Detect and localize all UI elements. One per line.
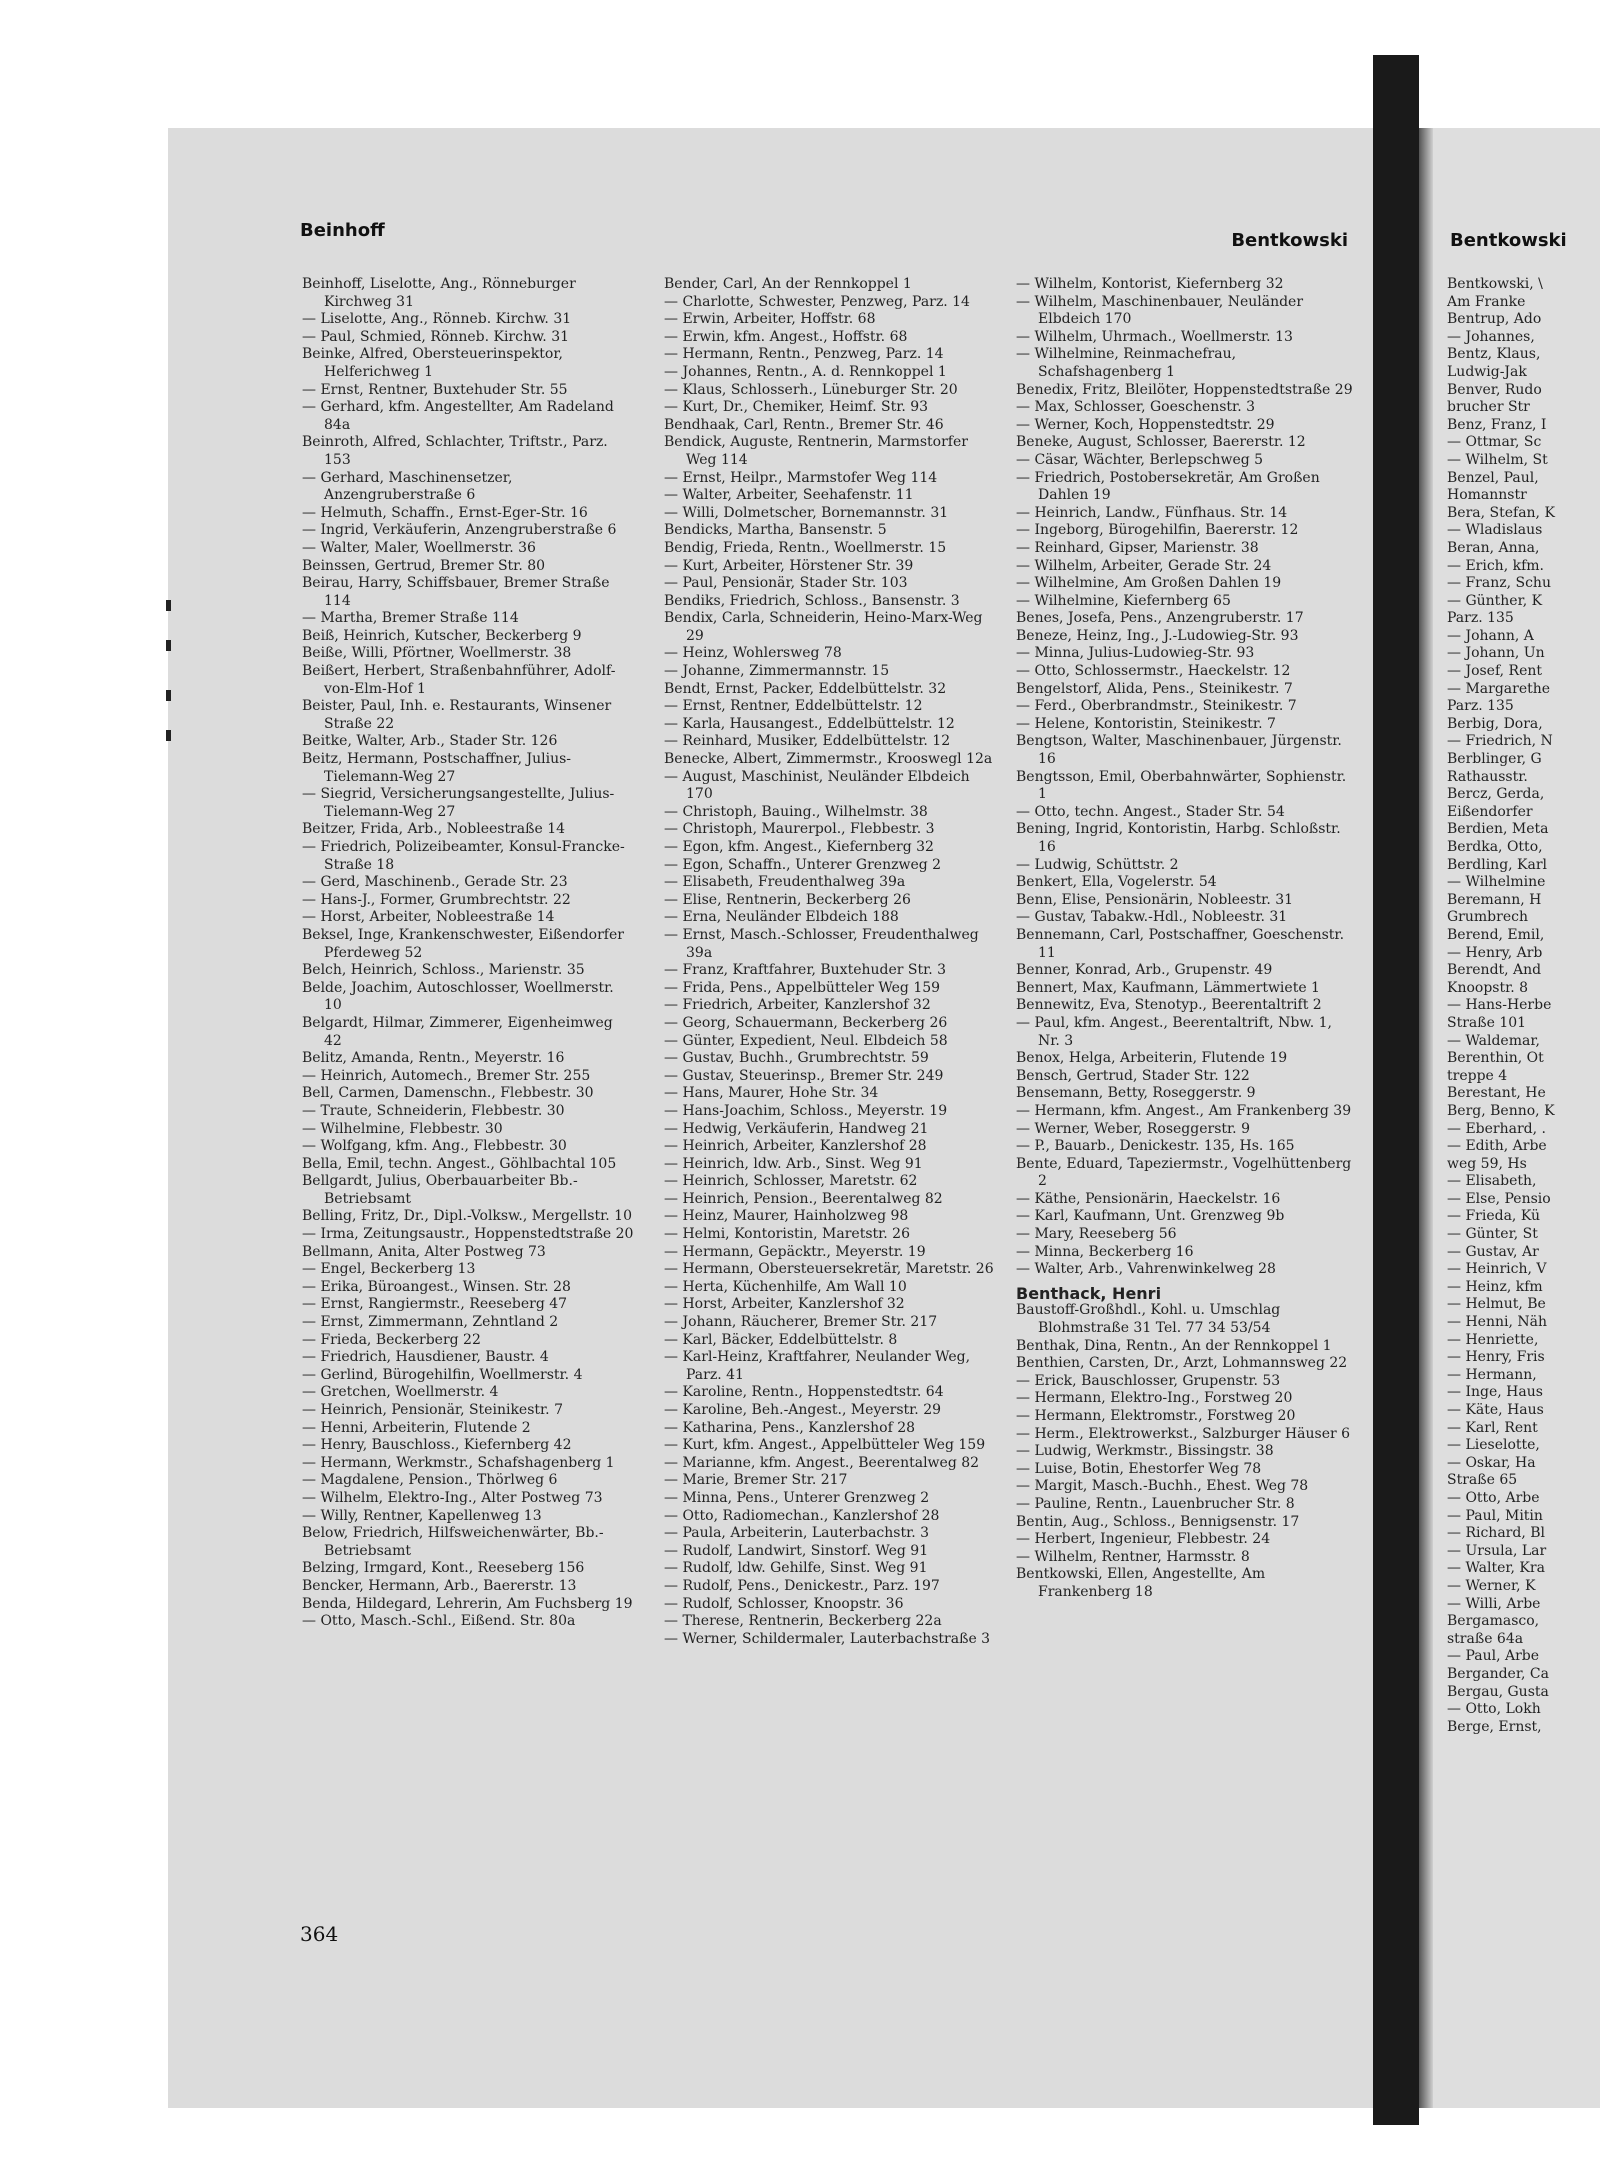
directory-entry: Bente, Eduard, Tapeziermstr., Vogelhüttenberg 2 [1016,1155,1352,1190]
margin-mark [166,690,171,701]
directory-entry: Bentkowski, Ellen, Angestellte, Am Frankenberg 18 [1016,1566,1266,1600]
directory-entry: — Frieda, Beckerberg 22 [302,1331,481,1348]
directory-entry: Beneze, Heinz, Ing., J.-Ludowieg-Str. 93 [1016,627,1299,644]
directory-entry: — Richard, Bl [1447,1525,1545,1542]
directory-entry: — Georg, Schauermann, Beckerberg 26 [664,1014,948,1031]
directory-entry: — Inge, Haus [1447,1384,1543,1401]
directory-entry: — Johannes, [1447,328,1535,345]
directory-entry: — Frieda, Kü [1447,1208,1540,1225]
directory-entry: — Klaus, Schlosserh., Lüneburger Str. 20 [664,381,958,398]
directory-entry: Beremann, H [1447,891,1542,908]
directory-entry: Belde, Joachim, Autoschlosser, Woellmerstr. 10 [302,979,614,1014]
directory-entry: — Else, Pensio [1447,1190,1551,1207]
directory-entry: — Wladislaus [1447,522,1543,539]
directory-entry: Belzing, Irmgard, Kont., Reeseberg 156 [302,1560,585,1577]
directory-entry: — Wilhelmine, Flebbestr. 30 [302,1120,503,1137]
directory-entry: — Herta, Küchenhilfe, Am Wall 10 [664,1278,907,1295]
directory-entry: — Hermann, Gepäcktr., Meyerstr. 19 [664,1243,926,1260]
directory-entry: Below, Friedrich, Hilfsweichenwärter, Bb.-Betriebsamt [302,1525,604,1559]
directory-entry: — Heinz, Maurer, Hainholzweg 98 [664,1208,909,1225]
directory-entry: Bentin, Aug., Schloss., Bennigsenstr. 17 [1016,1513,1300,1530]
directory-entry: Bennemann, Carl, Postschaffner, Goeschenstr. 11 [1016,926,1345,961]
directory-entry: Benes, Josefa, Pens., Anzengruberstr. 17 [1016,610,1304,627]
directory-entry: Knoopstr. 8 [1447,979,1529,996]
directory-entry: Bendiks, Friedrich, Schloss., Bansenstr. 3 [664,592,960,609]
directory-entry: Berbig, Dora, [1447,715,1543,732]
directory-entry: Bentz, Klaus, [1447,346,1541,363]
directory-entry: Beran, Anna, [1447,539,1540,556]
directory-entry: — Heinz, kfm [1447,1278,1543,1295]
directory-entry: — Horst, Arbeiter, Kanzlershof 32 [664,1296,905,1313]
directory-entry: — Helene, Kontoristin, Steinikestr. 7 [1016,715,1276,732]
directory-entry: Straße 65 [1447,1472,1518,1489]
directory-entry: — Karoline, Rentn., Hoppenstedtstr. 64 [664,1384,944,1401]
directory-entry: Benkert, Ella, Vogelerstr. 54 [1016,874,1217,891]
directory-entry: — Wilhelm, Elektro-Ing., Alter Postweg 73 [302,1489,603,1506]
directory-entry: — Otto, Masch.-Schl., Eißend. Str. 80a [302,1613,576,1630]
directory-entry: Beitz, Hermann, Postschaffner, Julius-Tielemann-Weg 27 [302,751,571,785]
directory-entry: Bergau, Gusta [1447,1683,1549,1700]
directory-entry: — Ingrid, Verkäuferin, Anzengruberstraße 6 [302,522,617,539]
directory-entry: Bellmann, Anita, Alter Postweg 73 [302,1243,546,1260]
directory-entry: — Karla, Hausangest., Eddelbüttelstr. 12 [664,715,955,732]
directory-entry: — Kurt, Dr., Chemiker, Heimf. Str. 93 [664,399,929,416]
directory-entry: Benthack, Henri [1016,1283,1162,1303]
directory-entry: — Heinz, Wohlersweg 78 [664,645,842,662]
directory-entry: Benthien, Carsten, Dr., Arzt, Lohmannsweg 22 [1016,1355,1348,1372]
directory-entry: — Wilhelm, Arbeiter, Gerade Str. 24 [1016,557,1272,574]
directory-entry: Beitzer, Frida, Arb., Nobleestraße 14 [302,821,566,838]
directory-entry: — Gustav, Ar [1447,1243,1539,1260]
directory-entry: — Wilhelmine [1447,874,1546,891]
directory-entry: Bergander, Ca [1447,1665,1549,1682]
running-header-next-page: Bentkowski [1450,230,1567,251]
directory-entry: Bell, Carmen, Damenschn., Flebbestr. 30 [302,1085,594,1102]
directory-entry: Benzel, Paul, [1447,469,1539,486]
directory-entry: Bensemann, Betty, Roseggerstr. 9 [1016,1085,1256,1102]
directory-entry: — Heinrich, Arbeiter, Kanzlershof 28 [664,1138,927,1155]
directory-entry: Bendhaak, Carl, Rentn., Bremer Str. 46 [664,416,944,433]
directory-entry: Bendt, Ernst, Packer, Eddelbüttelstr. 32 [664,680,947,697]
directory-entry: — Gustav, Tabakw.-Hdl., Nobleestr. 31 [1016,909,1288,926]
directory-entry: Beinke, Alfred, Obersteuerinspektor, Helferichweg 1 [302,346,563,380]
directory-entry: Bendix, Carla, Schneiderin, Heino-Marx-Weg 29 [664,610,983,644]
directory-column-next-page [1447,276,1600,1736]
directory-entry: — Margit, Masch.-Buchh., Ehest. Weg 78 [1016,1478,1309,1495]
directory-entry: — Oskar, Ha [1447,1454,1536,1471]
directory-entry: — Werner, Schildermaler, Lauterbachstraße 3 [664,1630,991,1647]
directory-entry: — Siegrid, Versicherungsangestellte, Julius-Tielemann-Weg 27 [302,786,615,820]
directory-entry: — Gerhard, kfm. Angestellter, Am Radeland 84a [302,399,614,433]
directory-entry: — Wilhelmine, Reinmachefrau, Schafshagenberg 1 [1016,346,1237,380]
directory-entry: Belch, Heinrich, Schloss., Marienstr. 35 [302,962,585,979]
directory-entry: — Käte, Haus [1447,1402,1544,1418]
directory-entry: — Hermann, Werkmstr., Schafshagenberg 1 [302,1454,615,1471]
directory-entry: — Ottmar, Sc [1447,434,1542,451]
directory-entry: — Egon, kfm. Angest., Kiefernberg 32 [664,839,934,855]
margin-mark [166,640,171,651]
directory-entry: Beinhoff, Liselotte, Ang., Rönneburger Kirchweg 31 [302,276,576,310]
directory-entry: Bergamasco, [1447,1613,1540,1630]
directory-entry: — Walter, Kra [1447,1560,1545,1577]
running-header-right: Bentkowski [1231,230,1348,251]
directory-entry: — Wilhelm, Rentner, Harmsstr. 8 [1016,1548,1250,1565]
directory-entry: — Ernst, Rentner, Buxtehuder Str. 55 [302,381,568,398]
directory-entry: Bella, Emil, techn. Angest., Göhlbachtal 105 [302,1155,617,1172]
directory-entry: Belling, Fritz, Dr., Dipl.-Volksw., Mergellstr. 10 [302,1208,632,1225]
directory-entry: weg 59, Hs [1447,1155,1527,1172]
directory-entry: — Ursula, Lar [1447,1542,1547,1559]
directory-entry: — Frida, Pens., Appelbütteler Weg 159 [664,979,941,996]
directory-entry: — Karl, Rent [1447,1419,1538,1436]
directory-entry: — Johannes, Rentn., A. d. Rennkoppel 1 [664,363,947,380]
directory-entry: Beinssen, Gertrud, Bremer Str. 80 [302,557,546,574]
directory-entry: — Ernst, Rentner, Eddelbüttelstr. 12 [664,698,923,715]
directory-entry: — Werner, K [1447,1577,1536,1594]
directory-entry: — August, Maschinist, Neuländer Elbdeich 170 [664,768,970,803]
directory-entry: — Elisabeth, [1447,1173,1537,1190]
directory-entry: — Wolfgang, kfm. Ang., Flebbestr. 30 [302,1138,567,1155]
directory-entry: Bengelstorf, Alida, Pens., Steinikestr. 7 [1016,680,1293,697]
directory-entry: Berblinger, G [1447,751,1542,768]
directory-entry: — Martha, Bremer Straße 114 [302,610,519,627]
directory-entry: — Minna, Pens., Unterer Grenzweg 2 [664,1489,930,1506]
directory-entry: — Gerd, Maschinenb., Gerade Str. 23 [302,874,568,891]
directory-entry: — Minna, Beckerberg 16 [1016,1243,1194,1260]
directory-entry: Benz, Franz, I [1447,416,1547,433]
directory-entry: — Edith, Arbe [1447,1138,1547,1155]
directory-entry: — Engel, Beckerberg 13 [302,1261,476,1278]
directory-entry: — Willi, Dolmetscher, Bornemannstr. 31 [664,504,949,521]
directory-entry: — Liselotte, Ang., Rönneb. Kirchw. 31 [302,311,572,328]
directory-entry: — Helmi, Kontoristin, Maretstr. 26 [664,1226,910,1243]
directory-entry: — Otto, Lokh [1447,1701,1541,1718]
directory-entry: Bentkowski, \ [1447,276,1543,292]
directory-entry: Bennert, Max, Kaufmann, Lämmertwiete 1 [1016,979,1320,996]
directory-entry: Bendig, Frieda, Rentn., Woellmerstr. 15 [664,539,947,556]
directory-entry: Berdling, Karl [1447,856,1548,873]
directory-entry: — Günther, K [1447,592,1543,609]
directory-entry: — Eberhard, . [1447,1120,1546,1137]
directory-entry: Beinroth, Alfred, Schlachter, Triftstr., Parz. 153 [302,434,608,468]
directory-entry: — Horst, Arbeiter, Nobleestraße 14 [302,909,555,926]
directory-entry: — Paula, Arbeiterin, Lauterbachstr. 3 [664,1525,930,1542]
directory-entry: — Ernst, Zimmermann, Zehntland 2 [302,1314,559,1331]
directory-entry: Beißert, Herbert, Straßenbahnführer, Adolf-von-Elm-Hof 1 [302,663,616,697]
directory-entry: Berdien, Meta [1447,821,1549,838]
directory-entry: — Heinrich, Schlosser, Maretstr. 62 [664,1173,918,1190]
directory-entry: — Marianne, kfm. Angest., Beerentalweg 82 [664,1454,980,1471]
directory-entry: brucher Str [1447,399,1530,416]
directory-entry: — Ferd., Oberbrandmstr., Steinikestr. 7 [1016,698,1297,715]
directory-entry: — Gustav, Steuerinsp., Bremer Str. 249 [664,1067,944,1084]
directory-entry: — P., Bauarb., Denickestr. 135, Hs. 165 [1016,1138,1295,1155]
directory-entry: Belitz, Amanda, Rentn., Meyerstr. 16 [302,1050,565,1067]
directory-entry: — Franz, Kraftfahrer, Buxtehuder Str. 3 [664,962,947,979]
directory-entry: — Friedrich, N [1447,733,1553,750]
directory-entry: — Magdalene, Pension., Thörlweg 6 [302,1472,558,1489]
directory-entry: Rathausstr. [1447,768,1528,785]
directory-entry: — Josef, Rent [1447,663,1543,680]
directory-entry: — Ernst, Heilpr., Marmstofer Weg 114 [664,469,938,486]
directory-entry: — Paul, Mitin [1447,1507,1543,1524]
directory-entry: Berdka, Otto, [1447,839,1543,855]
directory-entry: Eißendorfer [1447,803,1533,820]
directory-entry: Beneke, August, Schlosser, Baererstr. 12 [1016,434,1306,451]
directory-entry: — Gerhard, Maschinensetzer, Anzengruberstraße 6 [302,469,513,504]
directory-entry: — Heinrich, ldw. Arb., Sinst. Weg 91 [664,1155,923,1172]
directory-entry: — Erika, Büroangest., Winsen. Str. 28 [302,1278,571,1295]
directory-entry: Straße 101 [1447,1014,1527,1031]
margin-mark [166,600,171,611]
directory-entry: Bercz, Gerda, [1447,786,1545,803]
directory-entry: — Hermann, Elektro-Ing., Forstweg 20 [1016,1390,1293,1407]
directory-entry: — Karl, Bäcker, Eddelbüttelstr. 8 [664,1331,898,1348]
directory-entry: Parz. 135 [1447,610,1514,627]
directory-entry: — Erick, Bauschlosser, Grupenstr. 53 [1016,1372,1281,1389]
directory-entry: — Willy, Rentner, Kapellenweg 13 [302,1507,542,1524]
directory-entry: — Friedrich, Postobersekretär, Am Großen Dahlen 19 [1016,469,1320,504]
directory-entry: — Mary, Reeseberg 56 [1016,1226,1177,1243]
book-binding [1373,55,1419,2125]
directory-entry: — Cäsar, Wächter, Berlepschweg 5 [1016,451,1264,468]
directory-entry: — Rudolf, ldw. Gehilfe, Sinst. Weg 91 [664,1560,928,1577]
directory-entry: — Therese, Rentnerin, Beckerberg 22a [664,1613,942,1630]
directory-entry: — Wilhelm, Maschinenbauer, Neuländer Elbdeich 170 [1016,293,1304,328]
directory-entry: Beitke, Walter, Arb., Stader Str. 126 [302,733,558,750]
directory-entry: Ludwig-Jak [1447,363,1527,380]
directory-entry: — Kurt, kfm. Angest., Appelbütteler Weg 159 [664,1437,986,1454]
directory-entry: — Hermann, kfm. Angest., Am Frankenberg 39 [1016,1102,1352,1119]
directory-entry: — Margarethe [1447,680,1551,697]
directory-entry: — Ernst, Masch.-Schlosser, Freudenthalweg 39a [664,926,979,961]
directory-column-2 [664,276,996,1648]
directory-entry: — Henry, Arb [1447,944,1543,961]
directory-entry: — Käthe, Pensionärin, Haeckelstr. 16 [1016,1190,1281,1207]
directory-entry: — Hans-Joachim, Schloss., Meyerstr. 19 [664,1102,948,1119]
directory-entry: — Heinrich, V [1447,1261,1547,1278]
directory-entry: Beiß, Heinrich, Kutscher, Beckerberg 9 [302,627,582,644]
directory-entry: — Rudolf, Pens., Denickestr., Parz. 197 [664,1577,940,1594]
directory-entry: — Paul, Schmied, Rönneb. Kirchw. 31 [302,328,570,345]
directory-entry: — Wilhelmine, Am Großen Dahlen 19 [1016,575,1282,592]
directory-entry: — Kurt, Arbeiter, Hörstener Str. 39 [664,557,914,574]
directory-entry: Beister, Paul, Inh. e. Restaurants, Winsener Straße 22 [302,698,612,732]
directory-entry: — Günter, St [1447,1226,1538,1243]
directory-entry: — Friedrich, Hausdiener, Baustr. 4 [302,1349,549,1366]
directory-entry: — Friedrich, Arbeiter, Kanzlershof 32 [664,997,931,1014]
directory-entry: — Traute, Schneiderin, Flebbestr. 30 [302,1102,565,1119]
directory-entry: — Karoline, Beh.-Angest., Meyerstr. 29 [664,1402,942,1418]
directory-entry: Benner, Konrad, Arb., Grupenstr. 49 [1016,962,1273,979]
directory-entry: Beiße, Willi, Pförtner, Woellmerstr. 38 [302,645,572,662]
directory-entry: — Walter, Maler, Woellmerstr. 36 [302,539,536,556]
directory-entry: — Helmut, Be [1447,1296,1546,1313]
directory-entry: — Elisabeth, Freudenthalweg 39a [664,874,906,891]
directory-entry: Berg, Benno, K [1447,1102,1555,1119]
margin-mark [166,730,171,741]
directory-entry: Homannstr [1447,487,1527,504]
directory-entry: — Erna, Neuländer Elbdeich 188 [664,909,899,926]
directory-entry: Bencker, Hermann, Arb., Baererstr. 13 [302,1577,577,1594]
directory-entry: — Gerlind, Bürogehilfin, Woellmerstr. 4 [302,1366,583,1383]
directory-entry: — Ludwig, Schüttstr. 2 [1016,856,1179,873]
directory-entry: Berestant, He [1447,1085,1546,1102]
directory-entry: treppe 4 [1447,1067,1508,1084]
directory-entry: — Katharina, Pens., Kanzlershof 28 [664,1419,916,1436]
directory-entry: — Heinrich, Automech., Bremer Str. 255 [302,1067,591,1084]
directory-entry: — Rudolf, Landwirt, Sinstorf. Weg 91 [664,1542,929,1559]
directory-entry: Benecke, Albert, Zimmermstr., Krooswegl 12a [664,751,993,768]
directory-entry: — Johann, Un [1447,645,1545,662]
directory-entry: — Reinhard, Musiker, Eddelbüttelstr. 12 [664,733,951,750]
directory-entry: — Hans-J., Former, Grumbrechtstr. 22 [302,891,571,908]
directory-entry: — Erwin, Arbeiter, Hoffstr. 68 [664,311,876,328]
directory-entry: Bengtson, Walter, Maschinenbauer, Jürgenstr. 16 [1016,733,1342,768]
directory-entry: — Christoph, Maurerpol., Flebbestr. 3 [664,821,935,838]
directory-entry: Bennewitz, Eva, Stenotyp., Beerentaltrift 2 [1016,997,1322,1014]
directory-entry: — Karl, Kaufmann, Unt. Grenzweg 9b [1016,1208,1285,1225]
directory-entry: — Charlotte, Schwester, Penzweg, Parz. 14 [664,293,970,310]
directory-entry: — Waldemar, [1447,1032,1540,1049]
directory-entry: — Otto, Schlossermstr., Haeckelstr. 12 [1016,663,1291,680]
directory-entry: — Paul, kfm. Angest., Beerentaltrift, Nbw. 1, Nr. 3 [1016,1014,1332,1049]
directory-entry: — Max, Schlosser, Goeschenstr. 3 [1016,399,1256,416]
directory-entry: Bera, Stefan, K [1447,504,1555,521]
directory-entry: — Willi, Arbe [1447,1595,1541,1612]
directory-entry: Benthak, Dina, Rentn., An der Rennkoppel 1 [1016,1337,1332,1354]
directory-entry: — Walter, Arbeiter, Seehafenstr. 11 [664,487,914,504]
directory-entry: Grumbrech [1447,909,1528,926]
directory-entry: Bender, Carl, An der Rennkoppel 1 [664,276,912,292]
directory-entry: Baustoff-Großhdl., Kohl. u. Umschlag Blohmstraße 31 Tel. 77 34 53/54 [1016,1302,1281,1337]
directory-entry: — Marie, Bremer Str. 217 [664,1472,848,1489]
directory-entry: — Wilhelm, Uhrmach., Woellmerstr. 13 [1016,328,1293,345]
directory-entry: — Hermann, Rentn., Penzweg, Parz. 14 [664,346,944,363]
directory-entry: — Henni, Näh [1447,1314,1547,1331]
directory-entry: — Henry, Fris [1447,1349,1545,1366]
directory-entry: — Hans, Maurer, Hohe Str. 34 [664,1085,879,1102]
directory-entry: — Irma, Zeitungsaustr., Hoppenstedtstraße 20 [302,1226,634,1243]
directory-entry: straße 64a [1447,1630,1524,1647]
directory-entry: — Christoph, Bauing., Wilhelmstr. 38 [664,803,928,820]
directory-entry: — Reinhard, Gipser, Marienstr. 38 [1016,539,1259,556]
directory-entry: — Johann, Räucherer, Bremer Str. 217 [664,1314,938,1331]
directory-entry: — Egon, Schaffn., Unterer Grenzweg 2 [664,856,942,873]
directory-entry: — Erwin, kfm. Angest., Hoffstr. 68 [664,328,908,345]
directory-entry: — Otto, Radiomechan., Kanzlershof 28 [664,1507,940,1524]
directory-entry: — Otto, techn. Angest., Stader Str. 54 [1016,803,1285,820]
directory-entry: Belgardt, Hilmar, Zimmerer, Eigenheimweg 42 [302,1014,613,1049]
directory-entry: — Friedrich, Polizeibeamter, Konsul-Francke-Straße 18 [302,839,625,873]
directory-entry: — Heinrich, Pensionär, Steinikestr. 7 [302,1402,563,1418]
page-number: 364 [300,1922,339,1946]
directory-entry: — Ingeborg, Bürogehilfin, Baererstr. 12 [1016,522,1299,539]
directory-entry: — Heinrich, Pension., Beerentalweg 82 [664,1190,943,1207]
directory-entry: — Rudolf, Schlosser, Knoopstr. 36 [664,1595,904,1612]
directory-entry: Benn, Elise, Pensionärin, Nobleestr. 31 [1016,891,1294,908]
directory-entry: Benda, Hildegard, Lehrerin, Am Fuchsberg 19 [302,1595,633,1612]
directory-entry: Berend, Emil, [1447,926,1545,943]
directory-entry: Benver, Rudo [1447,381,1542,398]
directory-entry: — Wilhelm, St [1447,451,1548,468]
directory-entry: — Erich, kfm. [1447,557,1544,574]
directory-entry: — Gustav, Buchh., Grumbrechtstr. 59 [664,1050,929,1067]
directory-entry: Bengtsson, Emil, Oberbahnwärter, Sophienstr. 1 [1016,768,1347,803]
running-header-left: Beinhoff [300,220,385,241]
directory-entry: — Hans-Herbe [1447,997,1552,1014]
directory-entry: — Paul, Arbe [1447,1648,1540,1665]
directory-entry: Benox, Helga, Arbeiterin, Flutende 19 [1016,1050,1288,1067]
directory-entry: Bensch, Gertrud, Stader Str. 122 [1016,1067,1250,1084]
directory-entry: Berenthin, Ot [1447,1050,1544,1067]
directory-entry: — Gretchen, Woellmerstr. 4 [302,1384,499,1401]
directory-column-1 [302,276,634,1631]
directory-entry: — Johann, A [1447,627,1534,644]
directory-entry: — Minna, Julius-Ludowieg-Str. 93 [1016,645,1255,662]
directory-entry: — Lieselotte, [1447,1437,1540,1454]
directory-entry: — Helmuth, Schaffn., Ernst-Eger-Str. 16 [302,504,588,521]
directory-entry: — Ernst, Rangiermstr., Reeseberg 47 [302,1296,568,1313]
directory-entry: — Franz, Schu [1447,575,1551,592]
directory-entry: — Luise, Botin, Ehestorfer Weg 78 [1016,1460,1262,1477]
directory-entry: Parz. 135 [1447,698,1514,715]
directory-entry: — Paul, Pensionär, Stader Str. 103 [664,575,908,592]
directory-entry: — Elise, Rentnerin, Beckerberg 26 [664,891,911,908]
directory-entry: — Johanne, Zimmermannstr. 15 [664,663,890,680]
directory-entry: — Ludwig, Werkmstr., Bissingstr. 38 [1016,1443,1274,1460]
directory-entry: — Walter, Arb., Vahrenwinkelweg 28 [1016,1261,1276,1278]
directory-entry: — Herbert, Ingenieur, Flebbestr. 24 [1016,1531,1271,1548]
directory-entry: Beksel, Inge, Krankenschwester, Eißendorfer Pferdeweg 52 [302,926,624,961]
directory-entry: Bellgardt, Julius, Oberbauarbeiter Bb.-Betriebsamt [302,1173,578,1207]
directory-entry: Beirau, Harry, Schiffsbauer, Bremer Straße 114 [302,575,610,609]
directory-entry: Bendicks, Martha, Bansenstr. 5 [664,522,887,539]
directory-entry: — Wilhelmine, Kiefernberg 65 [1016,592,1231,609]
directory-entry: — Heinrich, Landw., Fünfhaus. Str. 14 [1016,504,1288,521]
directory-entry: Benedix, Fritz, Bleilöter, Hoppenstedtstraße 29 [1016,381,1353,398]
directory-entry: — Werner, Koch, Hoppenstedtstr. 29 [1016,416,1275,433]
directory-entry: — Werner, Weber, Roseggerstr. 9 [1016,1120,1250,1137]
directory-entry: Berge, Ernst, [1447,1718,1542,1735]
directory-entry: — Günter, Expedient, Neul. Elbdeich 58 [664,1032,948,1049]
directory-entry: — Hermann, Obersteuersekretär, Maretstr. 26 [664,1261,994,1278]
directory-entry: — Herm., Elektrowerkst., Salzburger Häuser 6 [1016,1425,1351,1442]
directory-entry: Bentrup, Ado [1447,311,1542,328]
directory-entry: — Henni, Arbeiterin, Flutende 2 [302,1419,531,1436]
directory-column-3 [1016,276,1356,1602]
directory-entry: — Wilhelm, Kontorist, Kiefernberg 32 [1016,276,1284,292]
directory-entry: — Henriette, [1447,1331,1539,1348]
directory-entry: Bening, Ingrid, Kontoristin, Harbg. Schloßstr. 16 [1016,821,1341,855]
binding-shadow [1419,128,1433,2108]
directory-entry: — Hedwig, Verkäuferin, Handweg 21 [664,1120,929,1137]
directory-entry: Am Franke [1447,293,1526,310]
directory-entry: Bendick, Auguste, Rentnerin, Marmstorfer Weg 114 [664,434,968,468]
directory-entry: — Otto, Arbe [1447,1489,1540,1506]
directory-entry: — Karl-Heinz, Kraftfahrer, Neulander Weg, Parz. 41 [664,1349,971,1383]
directory-entry: — Pauline, Rentn., Lauenbrucher Str. 8 [1016,1495,1295,1512]
directory-entry: — Henry, Bauschloss., Kiefernberg 42 [302,1437,572,1454]
directory-entry: Berendt, And [1447,962,1542,979]
directory-entry: — Hermann, [1447,1366,1537,1383]
directory-entry: — Hermann, Elektromstr., Forstweg 20 [1016,1408,1296,1424]
